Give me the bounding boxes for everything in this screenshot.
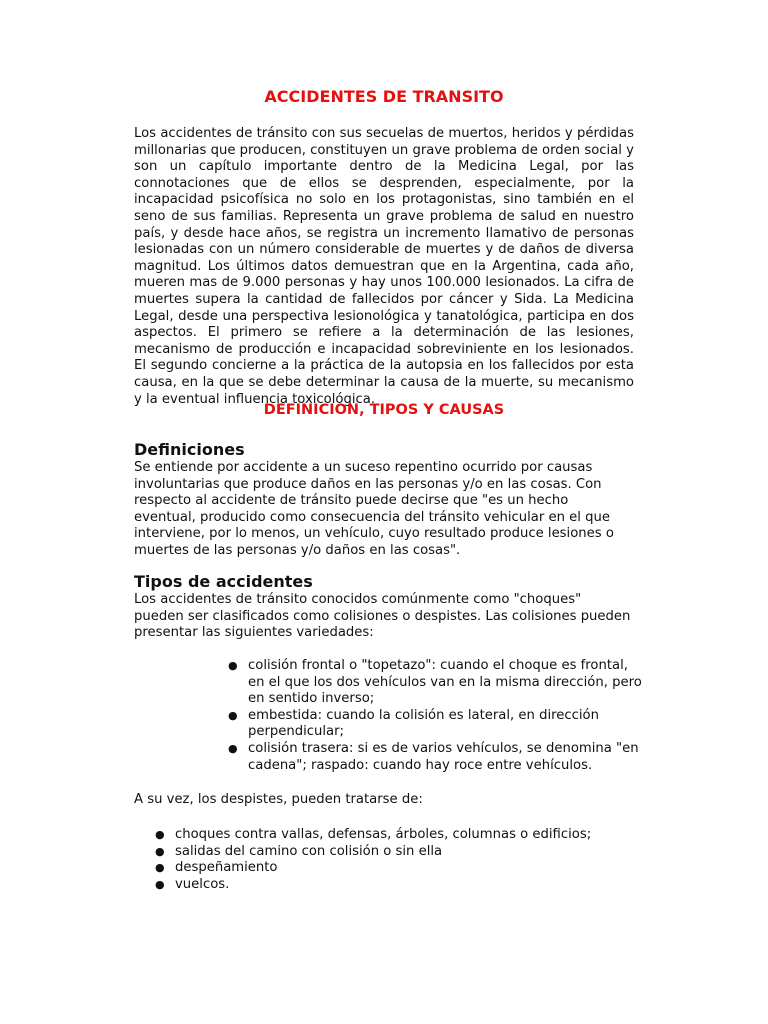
list-item-text: vuelcos. [175,876,230,892]
list-item-text: embestida: cuando la colisión es lateral, en dirección perpendicular; [248,707,599,740]
bullet-icon: ● [228,708,238,722]
list-item [228,708,648,741]
definiciones-paragraph: Se entiende por accidente a un suceso repentino ocurrido por causas involuntarias que produce daños en las personas y/o en las cosas. Con respecto al accidente de tránsito puede decirse que "es un hecho eventual, producido como consecuencia del tránsito vehicular en el que interviene, por lo menos, un vehículo, cuyo resultado produce lesiones o muertes de las personas y/o daños en las cosas". [134,460,614,558]
tipos-paragraph: Los accidentes de tránsito conocidos comúnmente como "choques" pueden ser clasificados como colisiones o despistes. Las colisiones pueden presentar las siguientes variedades: [134,592,631,641]
intro-paragraph: Los accidentes de tránsito con sus secuelas de muertos, heridos y pérdidas millonarias que producen, constituyen un grave problema de orden social y son un capítulo importante dentro de la Medicina Legal, por las connotaciones que de ellos se desprenden, especialmente, por la incapacidad psicofísica no solo en los protagonistas, sino también en el seno de sus familias. Representa un grave problema de salud en nuestro país, y desde hace años, se registra un incremento llamativo de personas lesionadas con un número considerable de muertes y de daños de diversa magnitud. Los últimos datos demuestran que en la Argentina, cada año, mueren mas de 9.000 personas y hay unos 100.000 lesionados. La cifra de muertes supera la cantidad de fallecidos por cáncer y Sida. La Medicina Legal, desde una perspectiva lesionológica y tanatológica, participa en dos aspectos. El primero se refiere a la determinación de las lesiones, mecanismo de producción e incapacidad sobreviniente en los lesionados. El segundo concierne a la práctica de la autopsia en los fallecidos por esta causa, en la que se debe determinar la causa de la muerte, su mecanismo y la eventual influencia toxicológica. [134,126,634,407]
bullet-icon: ● [155,844,165,858]
list-item [228,741,648,774]
tipos-heading: Tipos de accidentes [134,572,313,591]
list-item-text: colisión frontal o "topetazo": cuando el choque es frontal, en el que los dos vehículos van en la misma dirección, pero en sentido inverso; [248,658,642,707]
bullet-icon: ● [228,659,238,672]
bullet-icon: ● [228,741,238,755]
bullet-icon: ● [155,877,165,891]
despistes-intro: A su vez, los despistes, pueden tratarse de: [134,792,423,807]
list-item [228,658,648,708]
list-item [155,827,635,844]
list-item-text: salidas del camino con colisión o sin ella [175,843,443,859]
document-title: ACCIDENTES DE TRANSITO [264,87,504,106]
list-item [155,860,635,877]
list-item [155,877,635,894]
list-item-text: colisión trasera: si es de varios vehículos, se denomina "en cadena"; raspado: cuando hay roce entre vehículos. [248,740,639,773]
bullet-icon: ● [155,861,165,875]
despistes-list [155,827,635,893]
definiciones-heading: Definiciones [134,440,245,459]
bullet-icon: ● [155,828,165,841]
colisiones-list [228,658,648,774]
list-item-text: despeñamiento [175,860,278,876]
section-title: DEFINICION, TIPOS Y CAUSAS [263,402,505,418]
list-item [155,844,635,861]
list-item-text: choques contra vallas, defensas, árboles, columnas o edificios; [175,827,592,842]
